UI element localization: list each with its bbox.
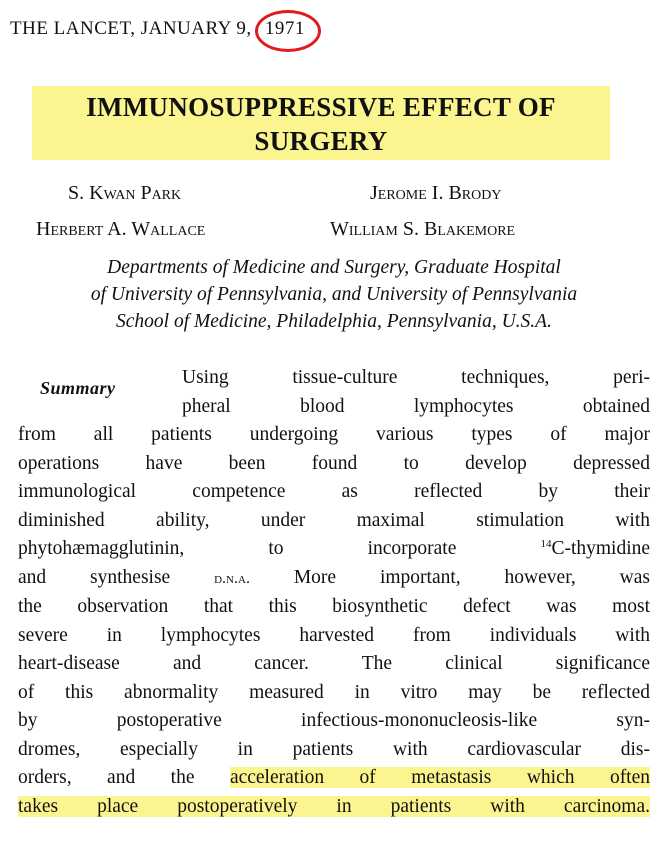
summary-body <box>18 364 650 821</box>
affiliation-line-3: School of Medicine, Philadelphia, Pennsylvania, U.S.A. <box>116 311 552 332</box>
summary-line: severe in lymphocytes harvested from individuals with <box>18 624 650 646</box>
author-3: Herbert A. Wallace <box>36 218 206 240</box>
author-1: S. Kwan Park <box>68 182 182 204</box>
summary-line: the observation that this biosynthetic defect was most <box>18 596 650 617</box>
summary-label: Summary <box>40 378 116 398</box>
summary-line: of this abnormality measured in vitro may be reflected <box>18 681 650 703</box>
issue-date: JANUARY 9, <box>140 18 252 39</box>
author-4: William S. Blakemore <box>330 218 516 240</box>
article-title <box>32 90 610 158</box>
summary-line: heart-disease and cancer. The clinical significance <box>18 653 650 674</box>
summary-line <box>18 564 650 594</box>
summary-line <box>18 535 650 564</box>
summary-line <box>18 793 650 822</box>
summary-line: by postoperative infectious-mononucleosis-like syn- <box>18 710 650 731</box>
highlighted-text: takes place postoperatively in patients with carcinoma. <box>18 795 650 817</box>
summary-text: orders, and the <box>18 767 195 788</box>
affiliation-line-1: Departments of Medicine and Surgery, Graduate Hospital <box>107 257 561 278</box>
dna-abbrev: d.n.a. <box>214 569 250 587</box>
title-line-1: IMMUNOSUPPRESSIVE EFFECT OF <box>86 92 556 122</box>
isotope-superscript: 14 <box>540 538 552 550</box>
summary-text: More important, however, was <box>293 566 650 588</box>
summary-text: phytohæmagglutinin, to incorporate <box>18 538 457 559</box>
journal-name: THE LANCET, <box>10 18 136 39</box>
affiliation <box>0 254 668 335</box>
summary-line: dromes, especially in patients with cardiovascular dis- <box>18 738 650 760</box>
summary-line: diminished ability, under maximal stimulation with <box>18 509 650 531</box>
summary-line: immunological competence as reflected by their <box>18 481 650 502</box>
summary-text: and synthesise <box>18 566 171 588</box>
affiliation-line-2: of University of Pennsylvania, and University of Pennsylvania <box>90 284 578 305</box>
title-line-2: SURGERY <box>254 126 388 156</box>
summary-line: from all patients undergoing various types of major <box>18 424 650 445</box>
year-text: 1971 <box>264 18 305 39</box>
summary-line <box>18 764 650 793</box>
author-2: Jerome I. Brody <box>370 182 502 204</box>
year-circle-annotation <box>255 10 321 52</box>
highlighted-text: acceleration of metastasis which often <box>229 767 651 788</box>
summary-line: pheral blood lymphocytes obtained <box>182 395 650 417</box>
summary-line: operations have been found to develop depressed <box>18 452 650 474</box>
summary-line: Using tissue-culture techniques, peri- <box>182 367 650 388</box>
publication-year <box>259 18 311 40</box>
journal-header <box>10 18 311 40</box>
isotope-name: C-thymidine <box>551 538 651 559</box>
